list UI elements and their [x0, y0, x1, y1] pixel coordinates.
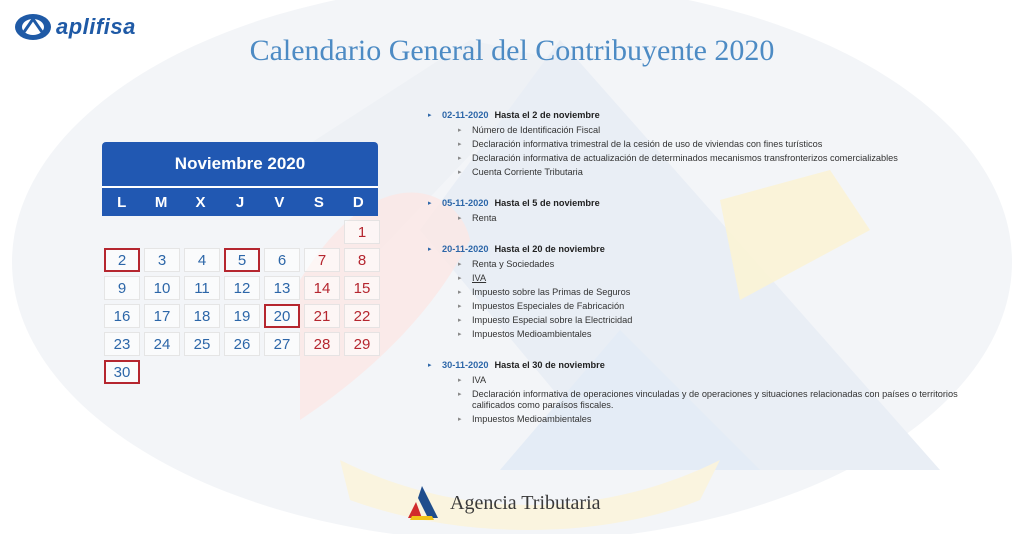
deadline-item[interactable] [458, 273, 968, 284]
arrow-right-icon: ▸ [458, 289, 462, 296]
deadline-item[interactable] [458, 139, 968, 150]
deadline-item-text: Impuesto sobre las Primas de Seguros [472, 287, 631, 297]
deadline-group [428, 242, 968, 340]
deadline-item-text: Número de Identificación Fiscal [472, 125, 601, 135]
deadline-group-title [428, 108, 968, 122]
month-calendar [102, 142, 378, 384]
calendar-day: 16 [104, 304, 140, 328]
calendar-day: 29 [344, 332, 380, 356]
calendar-empty-cell [144, 360, 180, 384]
calendar-day: 4 [184, 248, 220, 272]
calendar-day: 14 [304, 276, 340, 300]
arrow-right-icon: ▸ [458, 215, 462, 222]
calendar-day: 27 [264, 332, 300, 356]
deadline-label: Hasta el 20 de noviembre [494, 244, 605, 254]
calendar-empty-cell [304, 360, 340, 384]
agencia-tributaria-logo-icon [404, 484, 442, 522]
agency-name: Agencia Tributaria [450, 491, 601, 514]
deadline-items [458, 259, 968, 340]
arrow-right-icon: ▸ [458, 141, 462, 148]
deadline-items [458, 375, 968, 425]
arrow-right-icon: ▸ [428, 246, 432, 253]
deadline-item[interactable] [458, 213, 968, 224]
deadline-group [428, 196, 968, 224]
deadline-schedule [428, 108, 968, 443]
deadline-date[interactable]: 30-11-2020 [442, 360, 489, 370]
calendar-day: 21 [304, 304, 340, 328]
calendar-day: 26 [224, 332, 260, 356]
agency-logo [404, 484, 601, 522]
arrow-right-icon: ▸ [458, 303, 462, 310]
deadline-date[interactable]: 05-11-2020 [442, 198, 489, 208]
deadline-group-title [428, 358, 968, 372]
calendar-day: 5 [224, 248, 260, 272]
deadline-group [428, 358, 968, 425]
calendar-month-title: Noviembre 2020 [102, 142, 378, 186]
deadline-group-title [428, 242, 968, 256]
arrow-right-icon: ▸ [458, 155, 462, 162]
calendar-day: 12 [224, 276, 260, 300]
calendar-day: 6 [264, 248, 300, 272]
arrow-right-icon: ▸ [458, 275, 462, 282]
calendar-day: 11 [184, 276, 220, 300]
calendar-day: 28 [304, 332, 340, 356]
calendar-empty-cell [104, 220, 140, 244]
deadline-item[interactable] [458, 125, 968, 136]
calendar-day: 18 [184, 304, 220, 328]
calendar-day: 17 [144, 304, 180, 328]
deadline-label: Hasta el 5 de noviembre [494, 198, 600, 208]
calendar-empty-cell [344, 360, 380, 384]
calendar-day: 13 [264, 276, 300, 300]
deadline-item-text: Impuesto Especial sobre la Electricidad [472, 315, 633, 325]
arrow-right-icon: ▸ [428, 200, 432, 207]
deadline-items [458, 125, 968, 178]
arrow-right-icon: ▸ [458, 317, 462, 324]
calendar-empty-cell [184, 220, 220, 244]
deadline-item-text: Declaración informativa de operaciones vinculadas y de operaciones y situaciones relacionadas con países o territorios calificados como paraísos fiscales. [472, 389, 958, 410]
deadline-item-text: Impuestos Medioambientales [472, 414, 592, 424]
brand-logo-text: aplifisa [56, 14, 136, 39]
calendar-day: 20 [264, 304, 300, 328]
calendar-day: 30 [104, 360, 140, 384]
calendar-day: 3 [144, 248, 180, 272]
weekday-label: S [313, 193, 324, 211]
weekday-label: V [274, 193, 285, 211]
deadline-item[interactable] [458, 287, 968, 298]
deadline-group-title [428, 196, 968, 210]
deadline-item-text: IVA [472, 375, 487, 385]
calendar-empty-cell [144, 220, 180, 244]
weekday-label: D [352, 193, 364, 211]
calendar-empty-cell [264, 220, 300, 244]
deadline-item[interactable] [458, 315, 968, 326]
calendar-day: 23 [104, 332, 140, 356]
deadline-label: Hasta el 2 de noviembre [494, 110, 600, 120]
calendar-weekday-header [102, 188, 378, 216]
deadline-group [428, 108, 968, 178]
deadline-item-text: IVA [472, 273, 487, 283]
deadline-item[interactable] [458, 414, 968, 425]
deadline-item-text: Impuestos Especiales de Fabricación [472, 301, 625, 311]
arrow-right-icon: ▸ [458, 169, 462, 176]
arrow-right-icon: ▸ [428, 112, 432, 119]
arrow-right-icon: ▸ [458, 391, 462, 398]
calendar-empty-cell [264, 360, 300, 384]
deadline-item[interactable] [458, 153, 968, 164]
deadline-items [458, 213, 968, 224]
deadline-label: Hasta el 30 de noviembre [494, 360, 605, 370]
deadline-item-text: Cuenta Corriente Tributaria [472, 167, 583, 177]
calendar-day: 9 [104, 276, 140, 300]
calendar-day: 10 [144, 276, 180, 300]
deadline-item-text: Declaración informativa trimestral de la cesión de uso de viviendas con fines turísticos [472, 139, 823, 149]
calendar-day: 1 [344, 220, 380, 244]
deadline-date[interactable]: 02-11-2020 [442, 110, 489, 120]
calendar-day: 7 [304, 248, 340, 272]
calendar-empty-cell [224, 220, 260, 244]
calendar-day-grid [102, 220, 378, 384]
calendar-day: 8 [344, 248, 380, 272]
arrow-right-icon: ▸ [458, 261, 462, 268]
calendar-day: 2 [104, 248, 140, 272]
calendar-empty-cell [224, 360, 260, 384]
arrow-right-icon: ▸ [428, 362, 432, 369]
deadline-item-text: Impuestos Medioambientales [472, 329, 592, 339]
calendar-day: 22 [344, 304, 380, 328]
arrow-right-icon: ▸ [458, 377, 462, 384]
calendar-day: 15 [344, 276, 380, 300]
deadline-item[interactable] [458, 167, 968, 178]
deadline-item-text: Renta [472, 213, 497, 223]
calendar-day: 25 [184, 332, 220, 356]
deadline-item-text: Declaración informativa de actualización de determinados mecanismos transfronterizos comercializables [472, 153, 898, 163]
deadline-date[interactable]: 20-11-2020 [442, 244, 489, 254]
weekday-label: X [195, 193, 206, 211]
weekday-label: J [235, 193, 245, 211]
deadline-item[interactable] [458, 329, 968, 340]
calendar-day: 19 [224, 304, 260, 328]
deadline-item[interactable] [458, 389, 968, 411]
weekday-label: L [117, 193, 127, 211]
deadline-item[interactable] [458, 301, 968, 312]
deadline-item-text: Renta y Sociedades [472, 259, 555, 269]
arrow-right-icon: ▸ [458, 127, 462, 134]
arrow-right-icon: ▸ [458, 331, 462, 338]
calendar-empty-cell [304, 220, 340, 244]
arrow-right-icon: ▸ [458, 416, 462, 423]
deadline-item[interactable] [458, 375, 968, 386]
page-title: Calendario General del Contribuyente 2020 [249, 34, 775, 67]
calendar-day: 24 [144, 332, 180, 356]
weekday-label: M [154, 193, 168, 211]
deadline-item[interactable] [458, 259, 968, 270]
calendar-empty-cell [184, 360, 220, 384]
